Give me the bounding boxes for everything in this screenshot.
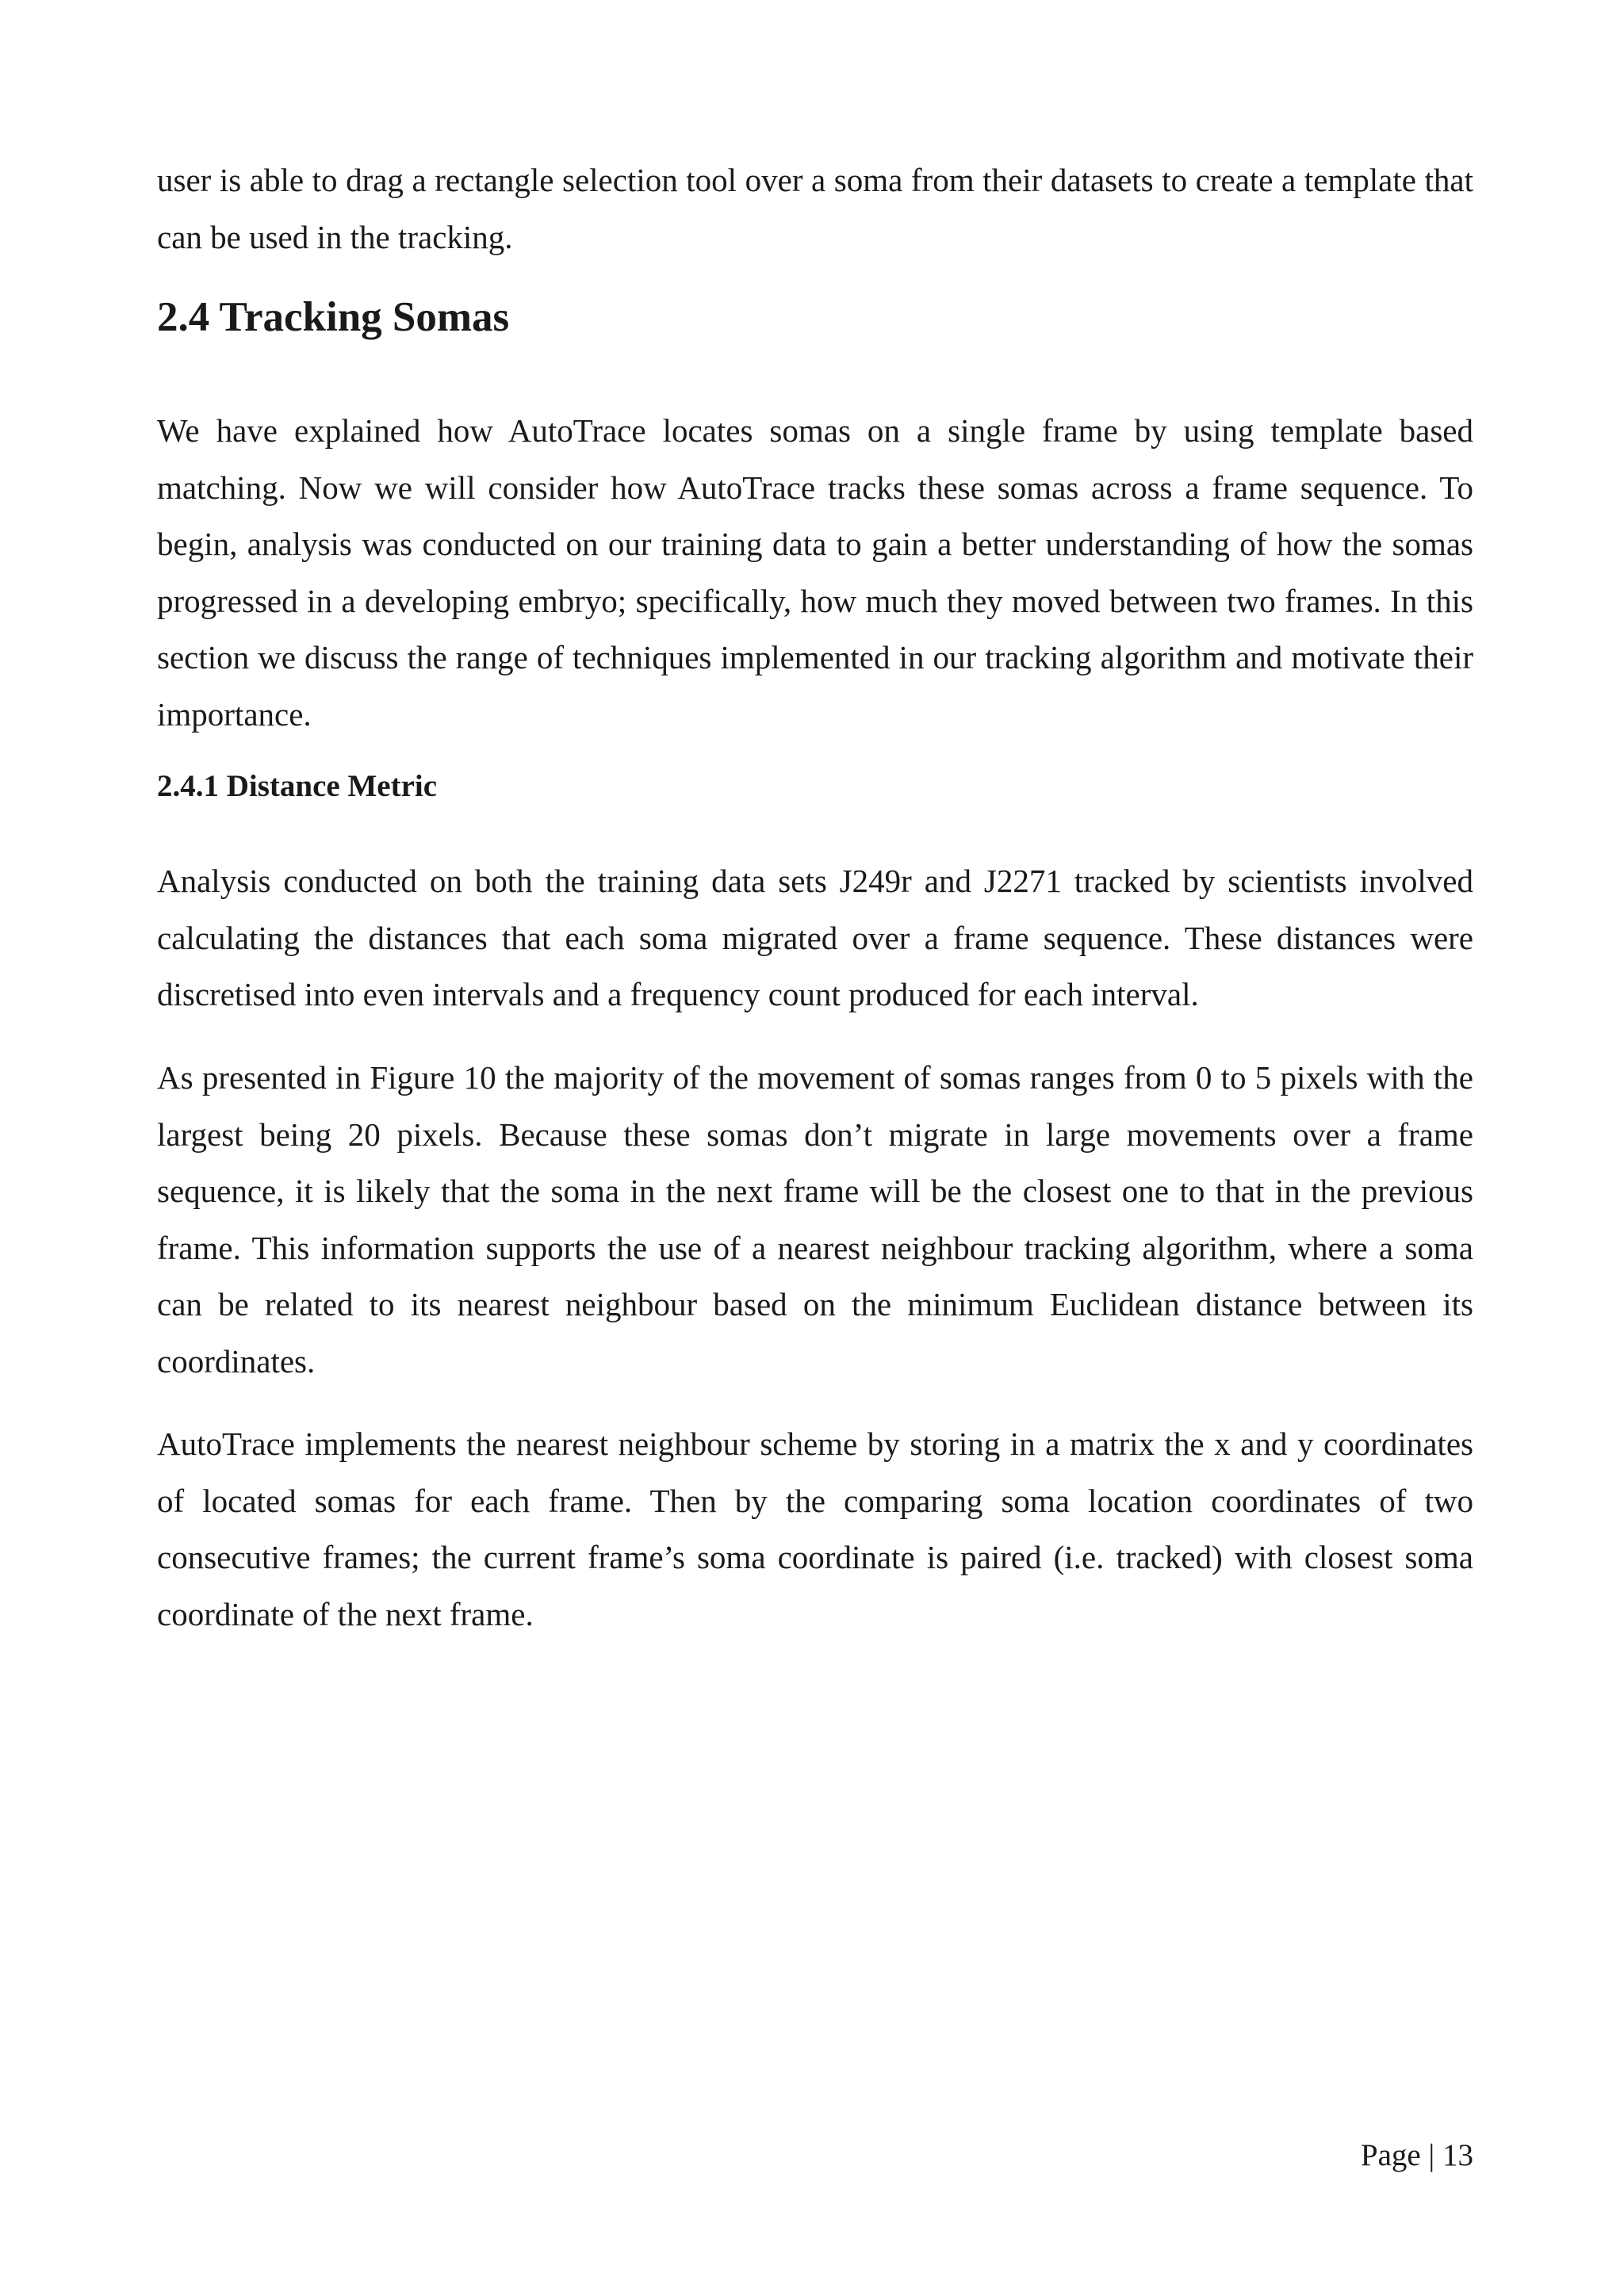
page-number: Page | 13 bbox=[1360, 2138, 1473, 2172]
section-paragraph: We have explained how AutoTrace locates somas on a single frame by using template based matching. Now we will consider how AutoTrace tracks these somas across a frame sequence. To begin, analysis was conducted on our training data to gain a better understanding of how the somas progressed in a developing embryo; specifically, how much they moved between two frames. In this section we discuss the range of techniques implemented in our tracking algorithm and motivate their importance. bbox=[157, 412, 1473, 733]
distance-paragraph-3: AutoTrace implements the nearest neighbour scheme by storing in a matrix the x and y coordinates of located somas for each frame. Then by the comparing soma location coordinates of two consecutive frames; the current frame’s soma coordinate is paired (i.e. tracked) with closest soma coordinate of the next frame. bbox=[157, 1425, 1473, 1632]
intro-paragraph: user is able to drag a rectangle selection tool over a soma from their datasets to create a template that can be used in the tracking. bbox=[157, 162, 1473, 255]
distance-paragraph-2: As presented in Figure 10 the majority of the movement of somas ranges from 0 to 5 pixels with the largest being 20 pixels. Because these somas don’t migrate in large movements over a frame sequence, it is likely that the soma in the next frame will be the closest one to that in the previous frame. This information supports the use of a nearest neighbour tracking algorithm, where a soma can be related to its nearest neighbour based on the minimum Euclidean distance between its coordinates. bbox=[157, 1059, 1473, 1380]
subsection-heading: 2.4.1 Distance Metric bbox=[157, 769, 438, 803]
section-heading: 2.4 Tracking Somas bbox=[157, 294, 510, 340]
distance-paragraph-1: Analysis conducted on both the training data sets J249r and J2271 tracked by scientists involved calculating the distances that each soma migrated over a frame sequence. These distances were discretised into even intervals and a frequency count produced for each interval. bbox=[157, 863, 1473, 1012]
